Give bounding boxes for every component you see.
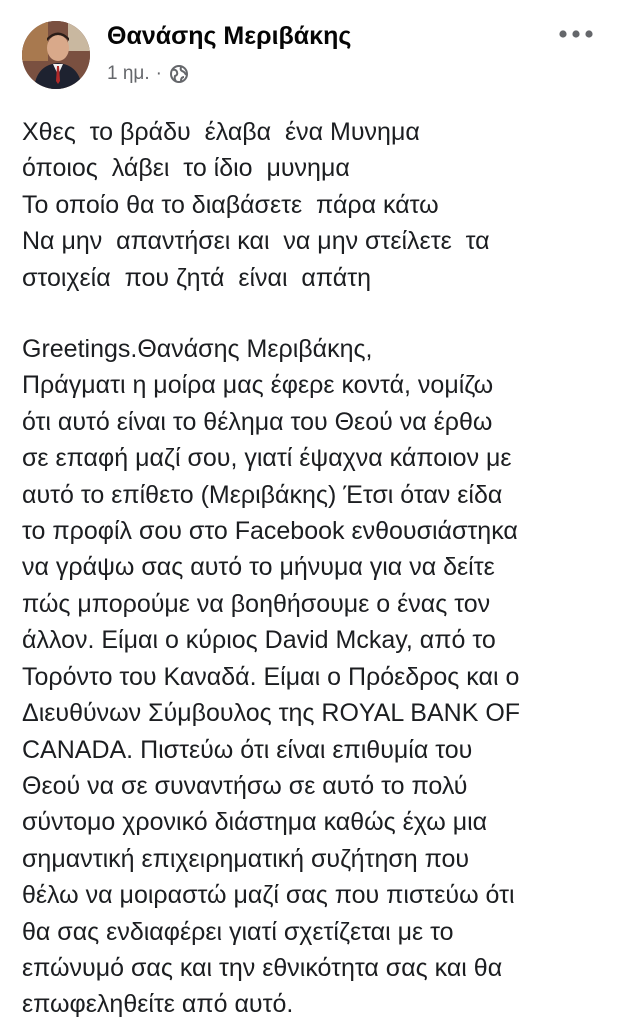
text-line: Χθες το βράδυ έλαβα ένα Μυνημα (22, 118, 420, 146)
text-line: σε επαφή μαζί σου, γιατί έψαχνα κάποιον με (22, 444, 512, 473)
post-meta (107, 61, 189, 87)
post-header (0, 0, 623, 100)
post-timestamp[interactable]: 1 ημ. (107, 63, 150, 84)
text-line: Διευθύνων Σύμβουλος της ROYAL BANK OF (22, 699, 521, 728)
more-dots-icon (558, 29, 594, 39)
intro-paragraph (22, 114, 612, 296)
text-line: Greetings.Θανάσης Μεριβάκης, (22, 335, 373, 364)
text-line: σημαντική επιχειρηματική συζήτηση που (22, 844, 470, 873)
avatar-photo-icon (22, 21, 90, 89)
text-line: αυτό το επίθετο (Μεριβάκης) Έτσι όταν είδα (22, 480, 503, 509)
author-name[interactable]: Θανάσης Μεριβάκης (107, 22, 352, 50)
text-line: όποιος λάβει το ίδιο μυνημα (22, 154, 350, 183)
text-line: ότι αυτό είναι το θέλημα του Θεού να έρθω (22, 407, 493, 436)
text-line: το προφίλ σου στο Facebook ενθουσιάστηκα (22, 517, 518, 546)
text-line: Πράγματι η μοίρα μας έφερε κοντά, νομίζω (22, 371, 494, 400)
text-line: να γράψω σας αυτό το μήνυμα για να δείτε (22, 553, 495, 582)
text-line: θέλω να μοιραστώ μαζί σας που πιστεύω ότι (22, 881, 515, 910)
post-text (22, 114, 612, 1023)
text-line: σύντομο χρονικό διάστημα καθώς έχω μια (22, 808, 488, 837)
globe-icon[interactable] (169, 64, 189, 84)
quoted-message-paragraph (22, 331, 612, 1023)
more-options-button[interactable] (556, 22, 596, 46)
text-line: CANADA. Πιστεύω ότι είναι επιθυμία του (22, 735, 473, 764)
paragraph-spacer (22, 296, 612, 331)
text-line: στοιχεία που ζητά είναι απάτη (22, 263, 372, 292)
text-line: άλλον. Είμαι ο κύριος David Mckay, από το (22, 626, 496, 655)
text-line: πώς μπορούμε να βοηθήσουμε ο ένας τον (22, 589, 491, 618)
text-line: Τορόντο του Καναδά. Είμαι ο Πρόεδρος και ο (22, 662, 520, 691)
meta-separator: · (155, 63, 162, 84)
text-line: επωφεληθείτε από αυτό. (22, 990, 294, 1019)
avatar[interactable] (22, 21, 90, 89)
text-line: επώνυμό σας και την εθνικότητα σας και θα (22, 953, 503, 982)
text-line: Να μην απαντήσει και να μην στείλετε τα (22, 227, 490, 256)
text-line: θα σας ενδιαφέρει γιατί σχετίζεται με το (22, 917, 454, 946)
text-line: Θεού να σε συναντήσω σε αυτό το πολύ (22, 771, 468, 800)
text-line: Το οποίο θα το διαβάσετε πάρα κάτω (22, 190, 439, 219)
